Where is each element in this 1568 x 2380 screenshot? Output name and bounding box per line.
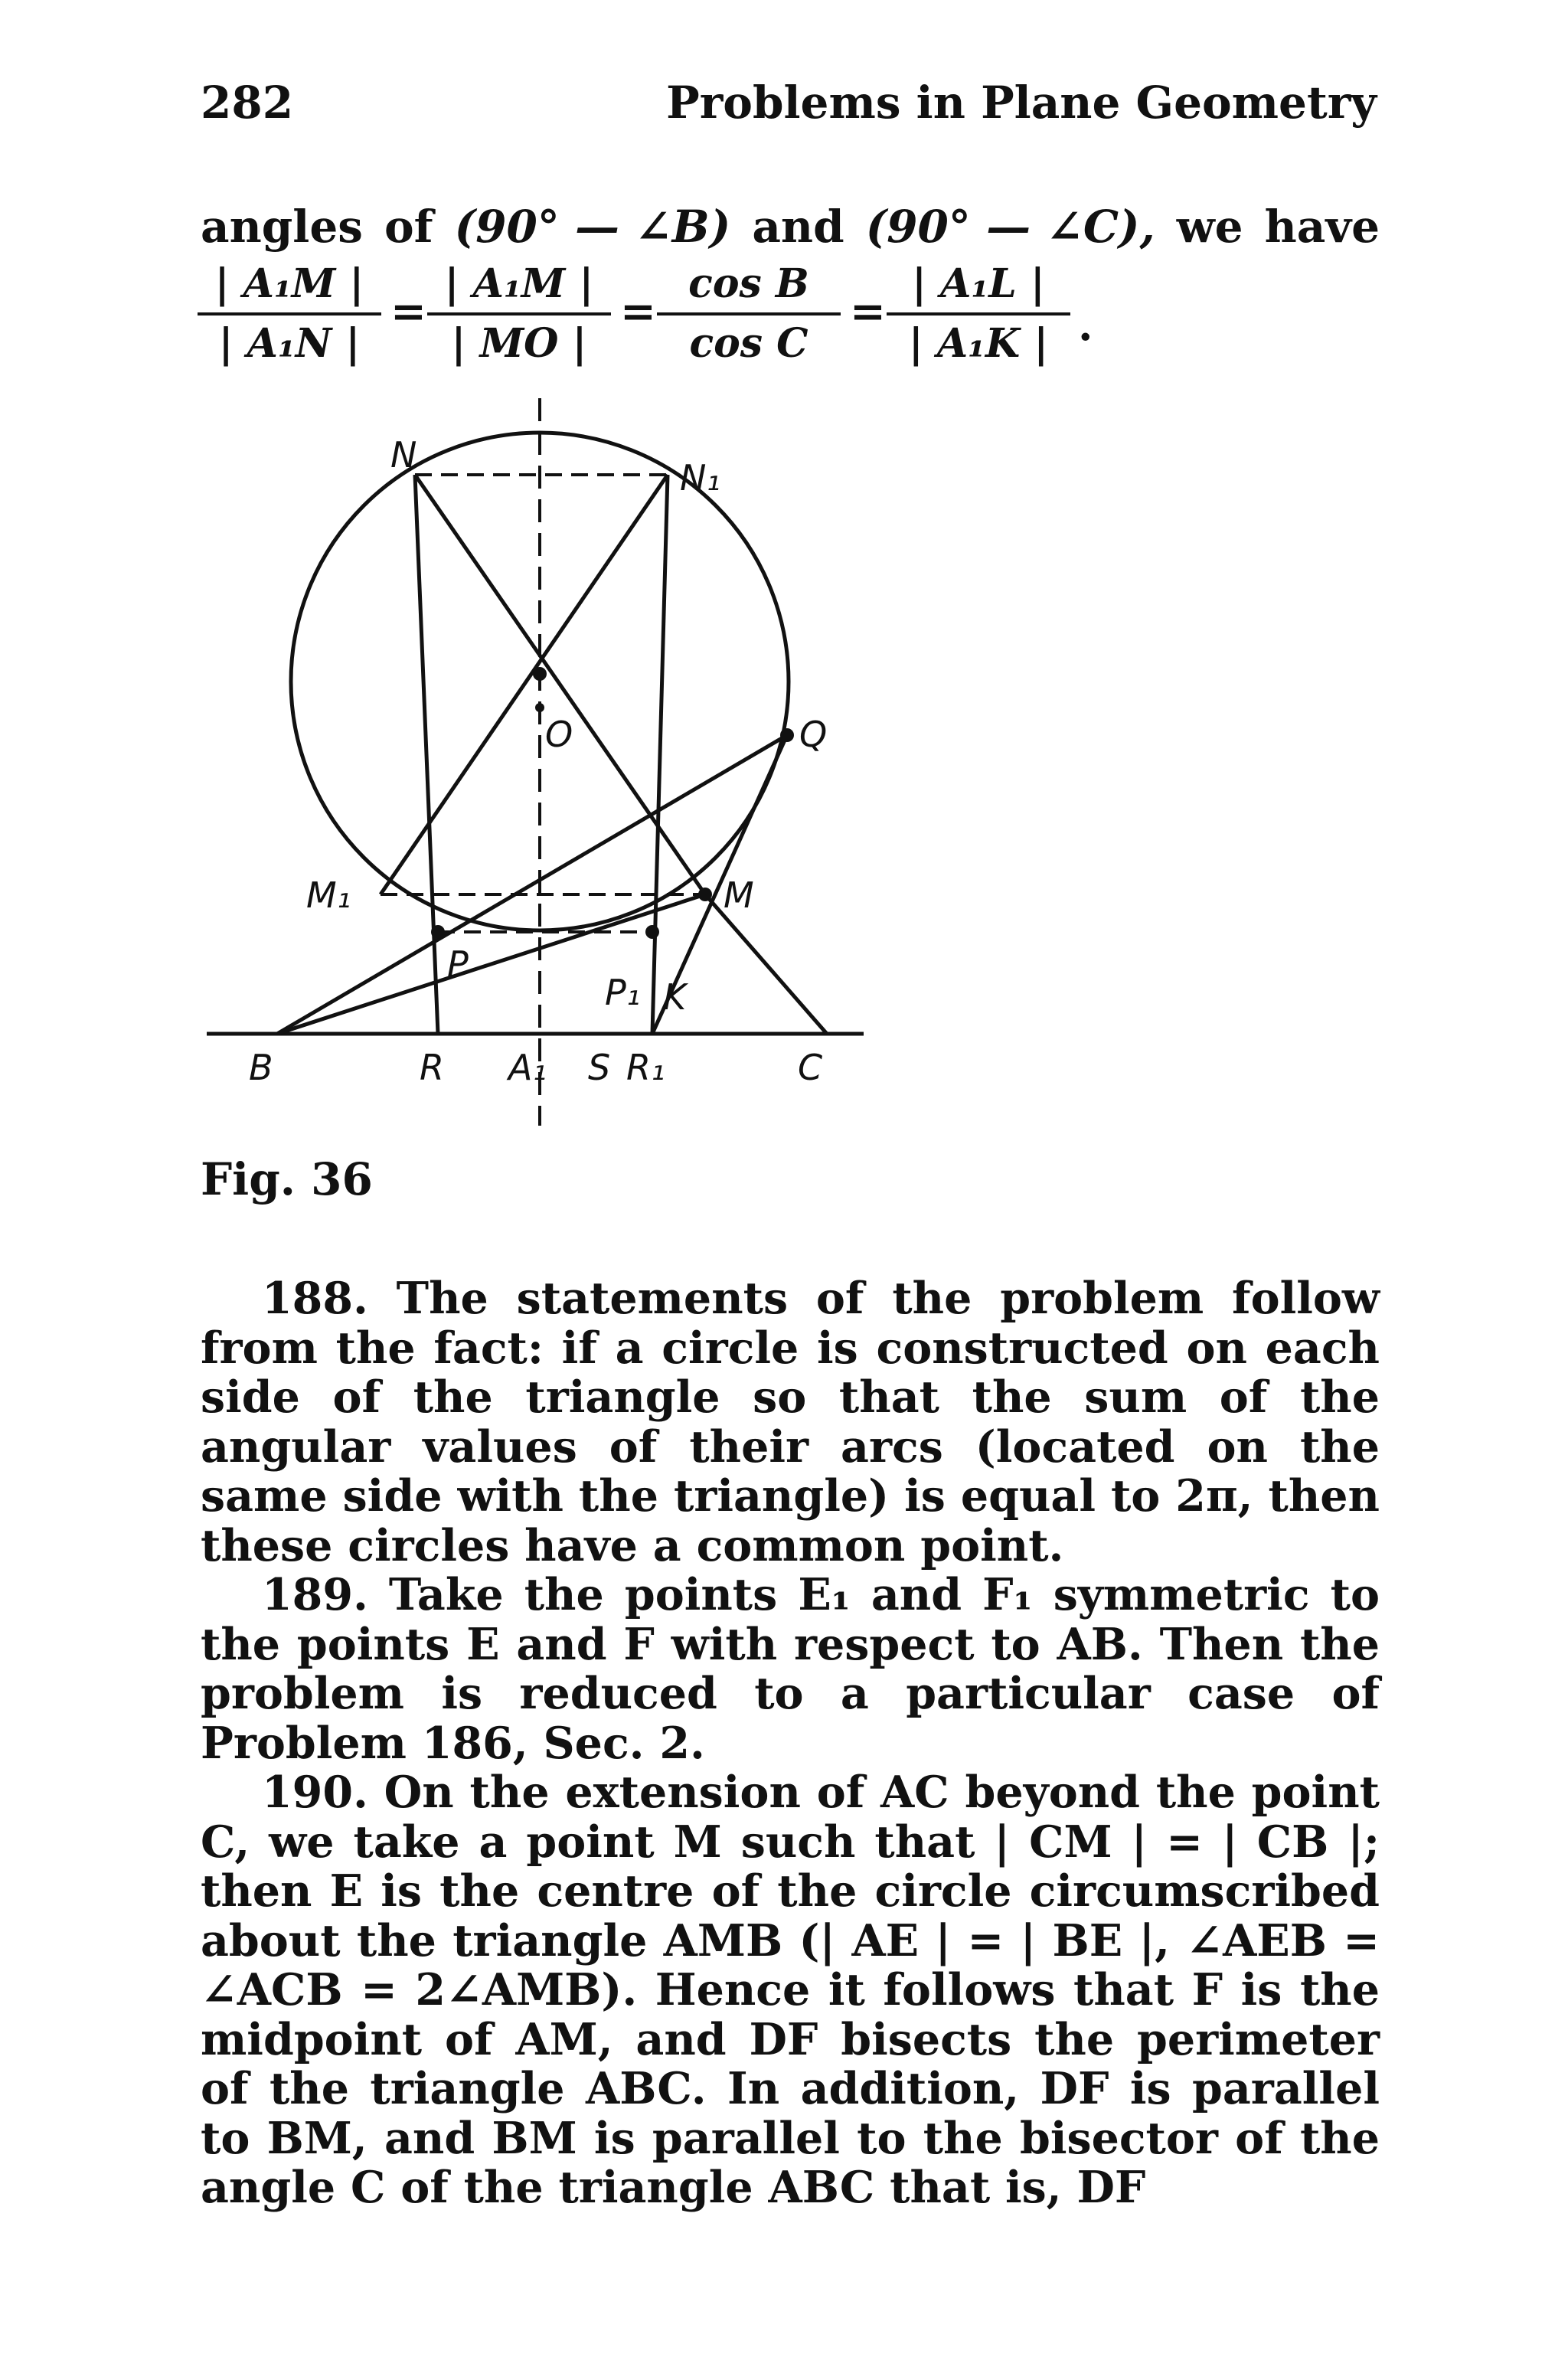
equals-sign: = xyxy=(390,286,426,337)
intro-word: and xyxy=(752,201,844,253)
point-m xyxy=(698,888,712,901)
paragraph-188: 188. The statements of the problem follow from the fact: if a circle is constructed on each side of the triangle so that the sum of the angular values of their arcs (located on the same side with the triangle) is equal to 2π, then these circles have a common point. xyxy=(201,1273,1380,1571)
line-n1-r1 xyxy=(652,475,668,1034)
label-p1: P₁ xyxy=(605,972,641,1013)
label-m: M xyxy=(724,875,754,916)
fraction-denominator: cos C xyxy=(689,320,808,367)
label-c: C xyxy=(798,1047,823,1088)
fraction-numerator: | A₁M | xyxy=(444,260,594,307)
equation-period: . xyxy=(1078,300,1093,351)
intro-word: of xyxy=(384,201,433,253)
label-q: Q xyxy=(799,714,828,755)
label-n1: N₁ xyxy=(680,457,720,499)
label-o: O xyxy=(545,714,573,755)
page-number: 282 xyxy=(201,77,294,129)
intro-word: angles xyxy=(201,201,363,253)
fraction-4 xyxy=(887,260,1070,368)
line-q-k xyxy=(652,735,787,1034)
intro-word: have xyxy=(1264,201,1380,253)
body-text xyxy=(201,1274,1380,2213)
figure-caption: Fig. 36 xyxy=(201,1153,373,1205)
point-q xyxy=(780,728,794,742)
label-r1: R₁ xyxy=(626,1047,665,1088)
label-p: P xyxy=(447,943,469,985)
point-p xyxy=(431,925,445,939)
equals-sign: = xyxy=(620,286,656,337)
fraction-3 xyxy=(657,260,841,368)
fraction-bar xyxy=(887,312,1070,315)
line-b-m xyxy=(277,894,705,1034)
label-r: R xyxy=(420,1047,444,1088)
intro-angle-c: (90° — ∠C), xyxy=(865,201,1155,253)
fraction-bar xyxy=(198,312,381,315)
fraction-2 xyxy=(427,260,611,368)
label-n: N xyxy=(390,434,417,476)
line-b-q xyxy=(277,735,787,1034)
point-o xyxy=(533,667,547,681)
line-c-m xyxy=(705,894,827,1034)
label-k: K xyxy=(663,976,687,1018)
fraction-numerator: cos B xyxy=(688,260,809,307)
line-n-r xyxy=(415,475,438,1034)
paragraph-189: 189. Take the points E₁ and F₁ symmetric to the points E and F with respect to AB. Then the problem is reduced to a particular case of Problem 186, Sec. 2. xyxy=(201,1569,1380,1769)
fraction-bar xyxy=(427,312,611,315)
equals-sign: = xyxy=(850,286,886,337)
label-s: S xyxy=(588,1047,611,1088)
fraction-numerator: | A₁L | xyxy=(912,260,1045,307)
intro-word: we xyxy=(1176,201,1243,253)
point-p1 xyxy=(645,925,659,939)
label-b: B xyxy=(249,1047,273,1088)
circle xyxy=(291,433,789,930)
paragraph-190: 190. On the extension of AC beyond the point C, we take a point M such that | CM | = | CB |; then E is the centre of the circle circumscribed about the triangle AMB (| AE | = | BE |, ∠AEB = ∠ACB = 2∠AMB). Hence it follows that F is the midpoint of AM, and DF bisects the perimeter of the triangle ABC. In addition, DF is parallel to BM, and BM is parallel to the bisector of the angle C of the triangle ABC that is, DF xyxy=(201,1767,1380,2213)
running-title: Problems in Plane Geometry xyxy=(666,77,1377,129)
line-n1-m1 xyxy=(381,475,668,894)
fraction-denominator: | A₁N | xyxy=(218,320,361,367)
point-mark xyxy=(535,703,544,712)
fraction-numerator: | A₁M | xyxy=(214,260,364,307)
fraction-bar xyxy=(657,312,841,315)
fraction-denominator: | A₁K | xyxy=(908,320,1049,367)
label-a1: A₁ xyxy=(508,1047,547,1088)
intro-line xyxy=(201,201,1380,253)
intro-angle-b: (90° — ∠B) xyxy=(454,201,731,253)
fraction-1 xyxy=(198,260,381,368)
page-header xyxy=(201,77,1377,138)
label-m1: M₁ xyxy=(306,875,351,916)
fraction-denominator: | MO | xyxy=(451,320,587,367)
line-n-m xyxy=(415,475,705,894)
ratio-equation xyxy=(198,260,1178,375)
